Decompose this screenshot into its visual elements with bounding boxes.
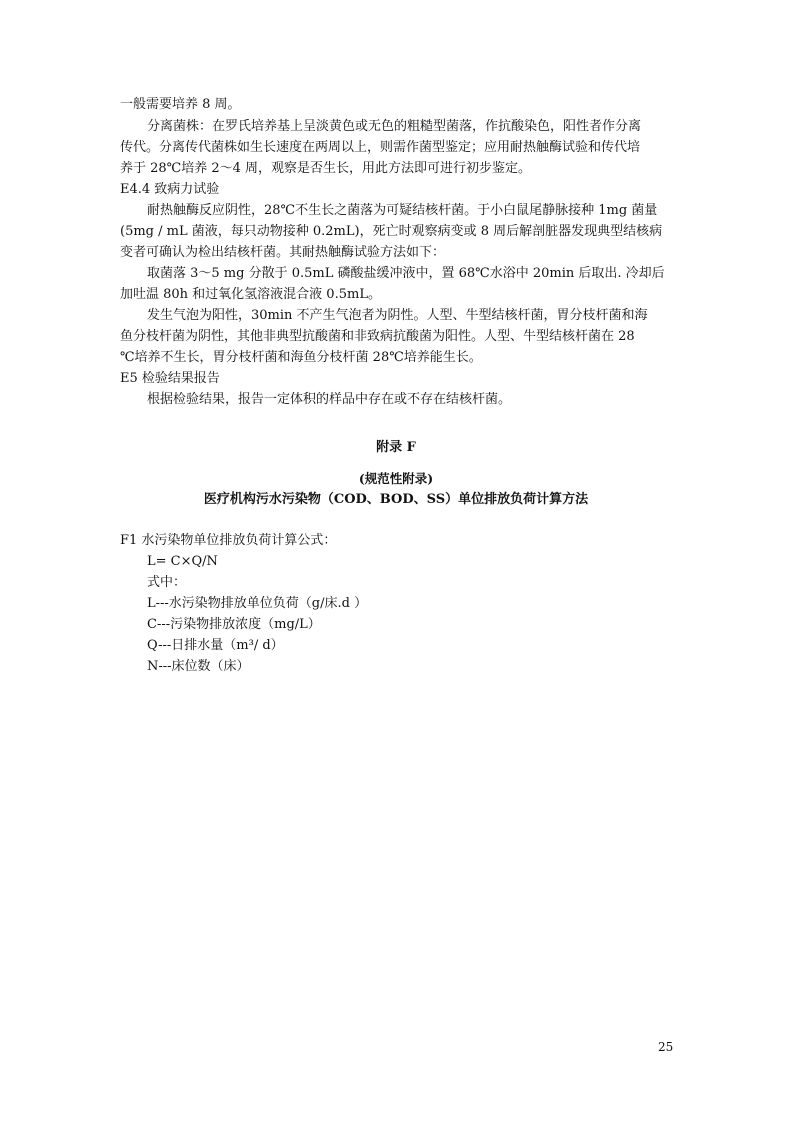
text-line: (5mg / mL 菌液，每只动物接种 0.2mL)，死亡时观察病变或 8 周后解剖脏器发现典型结核病 bbox=[120, 224, 663, 239]
formula: L= C×Q/N bbox=[147, 554, 218, 569]
appendix-subtitle: (规范性附录) bbox=[358, 471, 434, 486]
text-line: 鱼分枝杆菌为阴性，其他非典型抗酸菌和非致病抗酸菌为阳性。人型、牛型结核杆菌在 28 bbox=[120, 329, 635, 344]
section-heading-e5: E5 检验结果报告 bbox=[120, 371, 220, 386]
text-line: 养于 28℃培养 2～4 周，观察是否生长，用此方法即可进行初步鉴定。 bbox=[120, 161, 532, 176]
text-line: 一般需要培养 8 周。 bbox=[120, 97, 241, 112]
section-heading-f1: F1 水污染物单位排放负荷计算公式： bbox=[120, 533, 337, 548]
appendix-heading: 附录 F bbox=[376, 440, 416, 455]
text-line: 式中： bbox=[147, 575, 187, 590]
text-line: 取菌落 3～5 mg 分散于 0.5mL 磷酸盐缓冲液中，置 68℃水浴中 20min 后取出. 冷却后 bbox=[147, 266, 665, 281]
definition-line: N---床位数（床） bbox=[147, 659, 250, 674]
definition-line: C---污染物排放浓度（mg/L） bbox=[147, 617, 321, 632]
text-line: 加吐温 80h 和过氧化氢溶液混合液 0.5mL。 bbox=[120, 287, 381, 302]
text-line: 发生气泡为阳性，30min 不产生气泡者为阴性。人型、牛型结核杆菌，胃分枝杆菌和海 bbox=[147, 308, 648, 323]
text-line: 分离菌株：在罗氏培养基上呈淡黄色或无色的粗糙型菌落，作抗酸染色，阳性者作分离 bbox=[147, 119, 642, 134]
definition-line: Q---日排水量（m³/ d） bbox=[147, 638, 284, 653]
text-line: 传代。分离传代菌株如生长速度在两周以上，则需作菌型鉴定；应用耐热触酶试验和传代培 bbox=[120, 140, 641, 155]
appendix-title: 医疗机构污水污染物（COD、BOD、SS）单位排放负荷计算方法 bbox=[203, 492, 589, 507]
text-line: 耐热触酶反应阴性，28℃不生长之菌落为可疑结核杆菌。于小白鼠尾静脉接种 1mg 菌量 bbox=[147, 203, 658, 218]
page-number: 25 bbox=[658, 1040, 674, 1054]
text-line: 变者可确认为检出结核杆菌。其耐热触酶试验方法如下： bbox=[120, 245, 446, 260]
text-line: ℃培养不生长，胃分枝杆菌和海鱼分枝杆菌 28℃培养能生长。 bbox=[120, 350, 482, 365]
definition-line: L---水污染物排放单位负荷（g/床.d ） bbox=[147, 596, 368, 611]
section-heading-e4-4: E4.4 致病力试验 bbox=[120, 182, 220, 197]
text-line: 根据检验结果，报告一定体积的样品中存在或不存在结核杆菌。 bbox=[147, 392, 512, 407]
